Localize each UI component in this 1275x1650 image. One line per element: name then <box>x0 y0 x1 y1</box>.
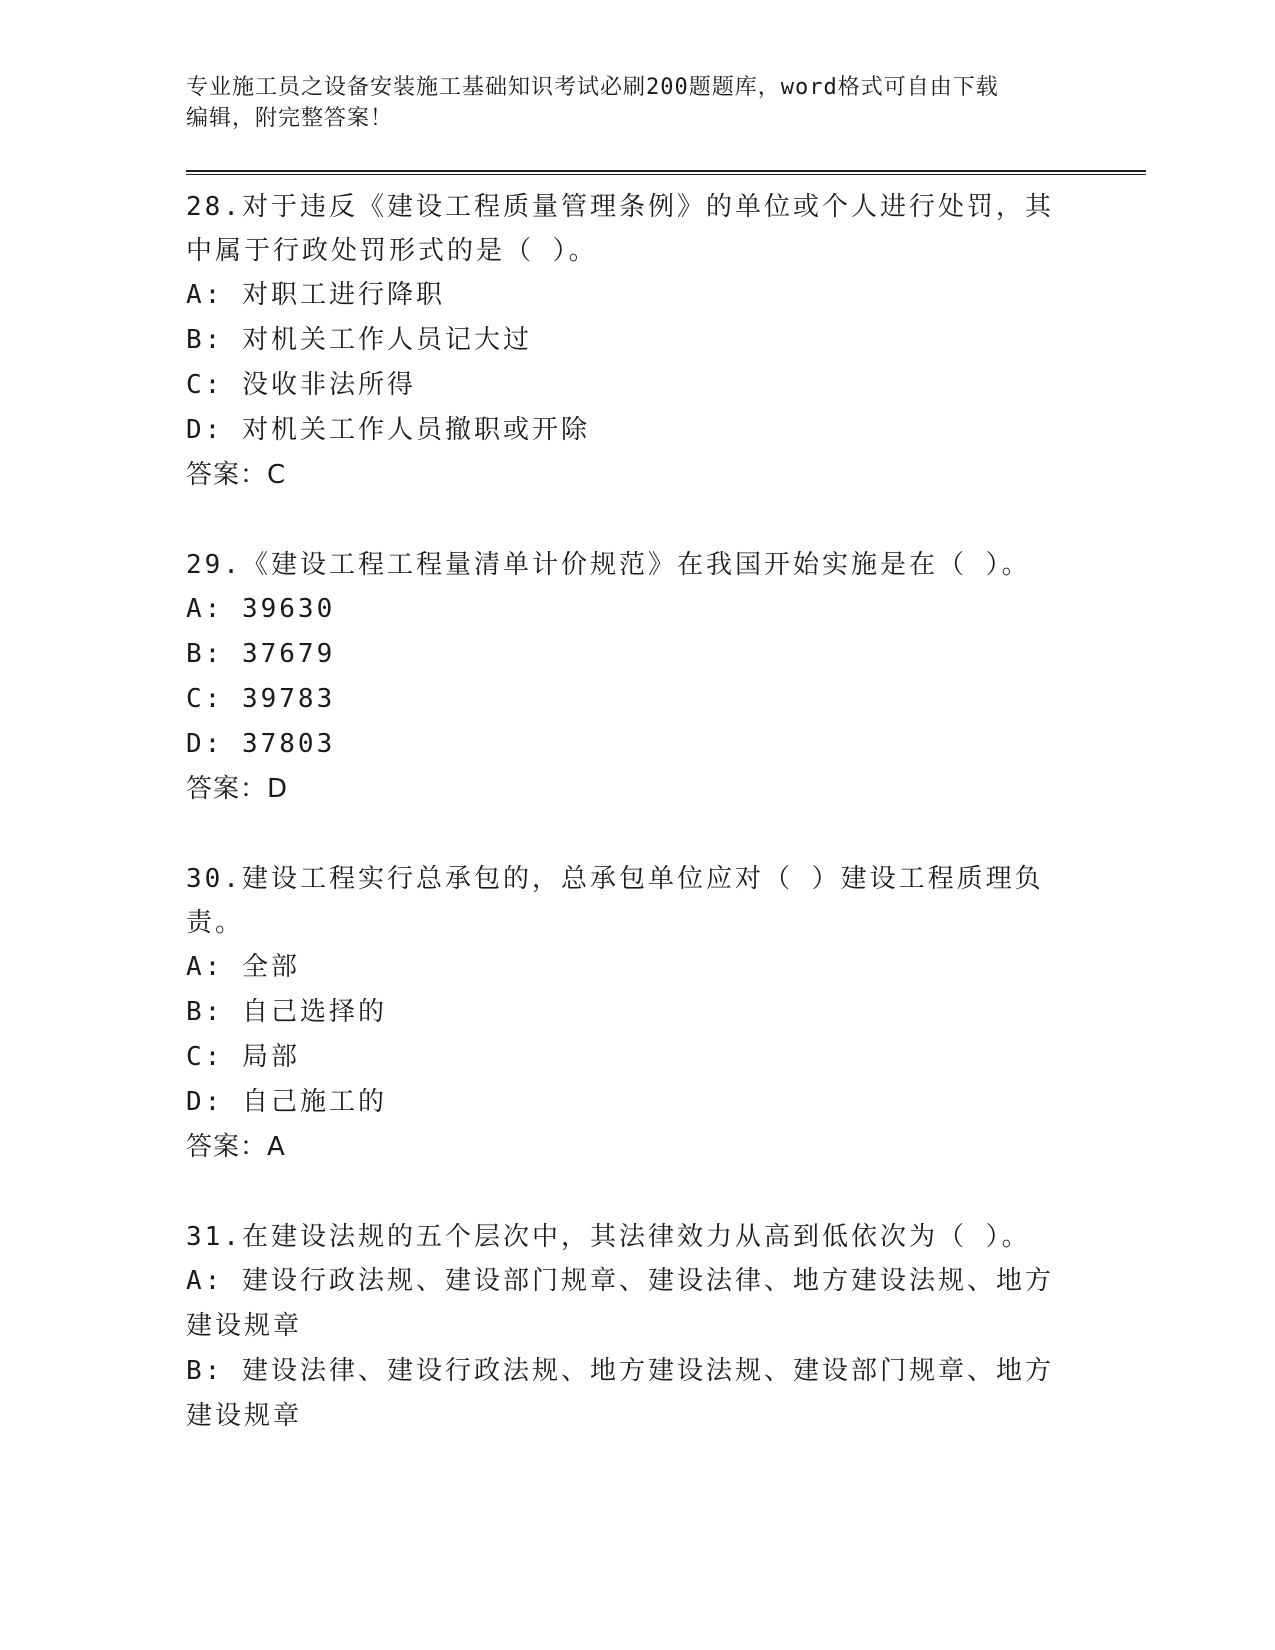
answer: 答案：D <box>186 774 289 804</box>
question-31 <box>186 1215 1146 1439</box>
option-a: A: 建设行政法规、建设部门规章、建设法律、地方建设法规、地方建设规章 <box>186 1266 1054 1341</box>
header-line-2: 编辑，附完整答案！ <box>186 106 394 131</box>
option-c: C: 39783 <box>186 684 336 714</box>
option-d: D: 自己施工的 <box>186 1087 387 1117</box>
option-d: D: 37803 <box>186 729 336 759</box>
option-b: B: 37679 <box>186 639 336 669</box>
option-c: C: 局部 <box>186 1042 300 1072</box>
document-header <box>186 72 1046 134</box>
header-line-1: 专业施工员之设备安装施工基础知识考试必刷200题题库，word格式可自由下载 <box>186 75 999 100</box>
question-30 <box>186 857 1146 1170</box>
question-text: 29.《建设工程工程量清单计价规范》在我国开始实施是在（ ）。 <box>186 550 1031 580</box>
option-b: B: 建设法律、建设行政法规、地方建设法规、建设部门规章、地方建设规章 <box>186 1356 1054 1431</box>
option-c: C: 没收非法所得 <box>186 370 416 400</box>
question-text: 28.对于违反《建设工程质量管理条例》的单位或个人进行处罚，其中属于行政处罚形式的是（ ）。 <box>186 192 1054 266</box>
option-b: B: 对机关工作人员记大过 <box>186 325 532 355</box>
header-divider <box>186 170 1146 175</box>
option-b: B: 自己选择的 <box>186 997 387 1027</box>
option-a: A: 对职工进行降职 <box>186 280 445 310</box>
question-text: 31.在建设法规的五个层次中，其法律效力从高到低依次为（ ）。 <box>186 1222 1031 1252</box>
answer: 答案：C <box>186 460 287 490</box>
option-a: A: 39630 <box>186 594 336 624</box>
answer: 答案：A <box>186 1132 286 1162</box>
option-d: D: 对机关工作人员撤职或开除 <box>186 415 590 445</box>
question-29 <box>186 543 1146 812</box>
question-text: 30.建设工程实行总承包的，总承包单位应对（ ）建设工程质理负责。 <box>186 864 1044 938</box>
document-page <box>186 72 1146 1484</box>
question-28 <box>186 185 1146 498</box>
question-list <box>186 185 1146 1439</box>
option-a: A: 全部 <box>186 952 300 982</box>
